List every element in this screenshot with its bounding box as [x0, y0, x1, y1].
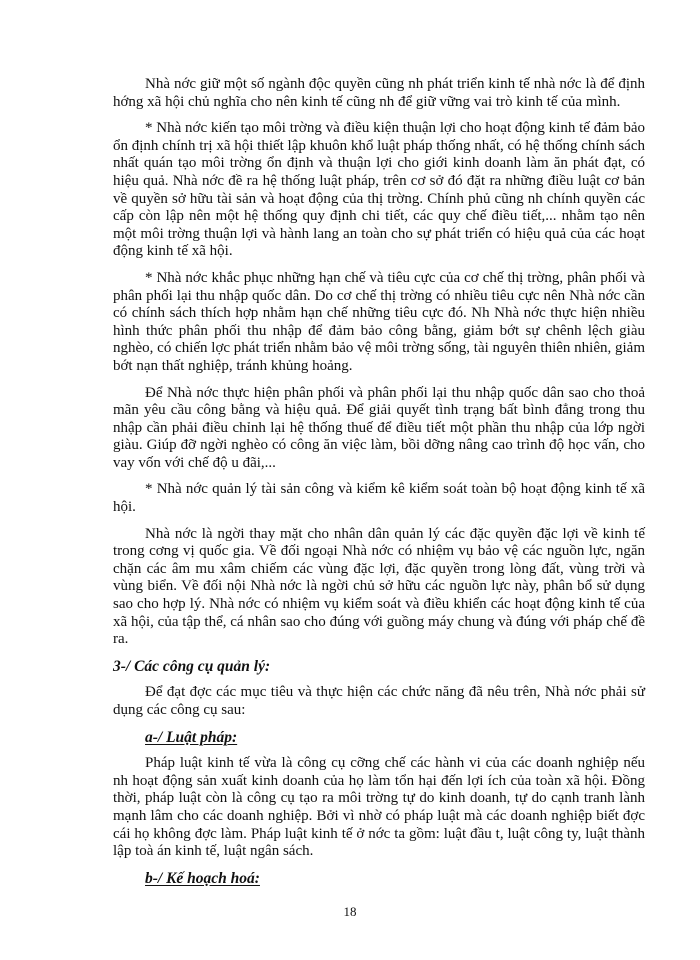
document-body: [113, 76, 645, 896]
paragraph-public-assets: * Nhà nớc quản lý tài sản công và kiểm kê kiểm soát toàn bộ hoạt động kinh tế xã hội.: [113, 481, 645, 516]
paragraph-state-representative: Nhà nớc là ngời thay mặt cho nhân dân quản lý các đặc quyền đặc lợi về kinh tế trong cơng vị quốc gia. Về đối ngoại Nhà nớc có nhiệm vụ bảo vệ các nguồn lực, ngăn chặn các âm mu xâm chiếm các vùng đặc lợi, đặc quyền trong lòng đất, vùng trời và vùng biển. Về đối nội Nhà nớc là ngời chủ sở hữu các nguồn lực này, phân bổ sử dụng sao cho hợp lý. Nhà nớc có nhiệm vụ kiểm soát và điều khiển các hoạt động kinh tế của xã hội, của tập thể, cá nhân sao cho đúng với guồng máy chung và đúng với pháp chế đề ra.: [113, 525, 645, 648]
section-3-intro: Để đạt đợc các mục tiêu và thực hiện các chức năng đã nêu trên, Nhà nớc phải sử dụng các công cụ sau:: [113, 684, 645, 718]
page-number: 18: [343, 904, 357, 919]
section-3-heading: 3-/ Các công cụ quản lý:: [113, 657, 271, 675]
subsection-a-heading: a-/ Luật pháp:: [145, 728, 238, 746]
paragraph-overcome-limits: * Nhà nớc khắc phục những hạn chế và tiêu cực của cơ chế thị trờng, phân phối và phân phối lại thu nhập quốc dân. Do cơ chế thị trờng có nhiều tiêu cực nên Nhà nớc cần có chính sách thích hợp nhằm hạn chế những tiêu cực đó. Nh Nhà nớc thực hiện nhiều hình thức phân phối thu nhập để đảm bảo công bằng, giảm bớt sự chênh lệch giàu nghèo, có chiến lợc phát triển nhằm bảo vệ môi trờng sống, tài nguyên thiên nhiên, giảm bớt nạn thất nghiệp, tránh khủng hoảng.: [113, 269, 645, 374]
paragraph-redistribution: Để Nhà nớc thực hiện phân phối và phân phối lại thu nhập quốc dân sao cho thoả mãn yêu cầu công bằng và hiệu quả. Để giải quyết tình trạng bất bình đẳng trong thu nhập cần phải điều chỉnh lại hệ thống thuế để điều tiết một phần thu nhập của lớp ngời giàu. Giúp đỡ ngời nghèo có công ăn việc làm, bồi dỡng nâng cao trình độ học vấn, cho vay vốn với chế độ u đãi,...: [113, 384, 645, 471]
subsection-b-heading: b-/ Kế hoạch hoá:: [145, 869, 260, 887]
paragraph-state-monopoly: Nhà nớc giữ một số ngành độc quyền cũng nh phát triển kinh tế nhà nớc là để định hớng xã hội chủ nghĩa cho nên kinh tế cũng nh để giữ vững vai trò kinh tế của mình.: [113, 76, 645, 110]
paragraph-create-environment: * Nhà nớc kiến tạo môi trờng và điều kiện thuận lợi cho hoạt động kinh tế đảm bảo ổn định chính trị xã hội thiết lập khuôn khổ luật pháp thống nhất, có hệ thống chính sách nhất quán tạo môi trờng ổn định và thuận lợi cho giới kinh doanh làm ăn phát đạt, có hiệu quả. Nhà nớc đề ra hệ thống luật pháp, trên cơ sở đó đặt ra những điều luật cơ bản về quyền sở hữu tài sản và hoạt động của thị trờng. Chính phủ cũng nh chính quyền các cấp còn lập nên một hệ thống quy định chi tiết, các quy chế điều tiết,... nhằm tạo nên một môi trờng thuận lợi và hành lang an toàn cho sự phát triển có hiệu quả của các hoạt động kinh tế xã hội.: [113, 120, 645, 260]
subsection-a-text: Pháp luật kinh tế vừa là công cụ cỡng chế các hành vi của các doanh nghiệp nếu nh hoạt động sản xuất kinh doanh của họ làm tổn hại đến lợi ích của toàn xã hội. Đồng thời, pháp luật còn là công cụ tạo ra môi trờng tự do kinh doanh, tự do cạnh tranh lành mạnh lâm cho các doanh nghiệp. Bởi vì nhờ có pháp luật mà các doanh nghiệp biết đợc cái họ không đợc làm. Pháp luật kinh tế ở nớc ta gồm: luật đầu t, luật công ty, luật thành lập toà án kinh tế, luật ngân sách.: [113, 755, 645, 860]
